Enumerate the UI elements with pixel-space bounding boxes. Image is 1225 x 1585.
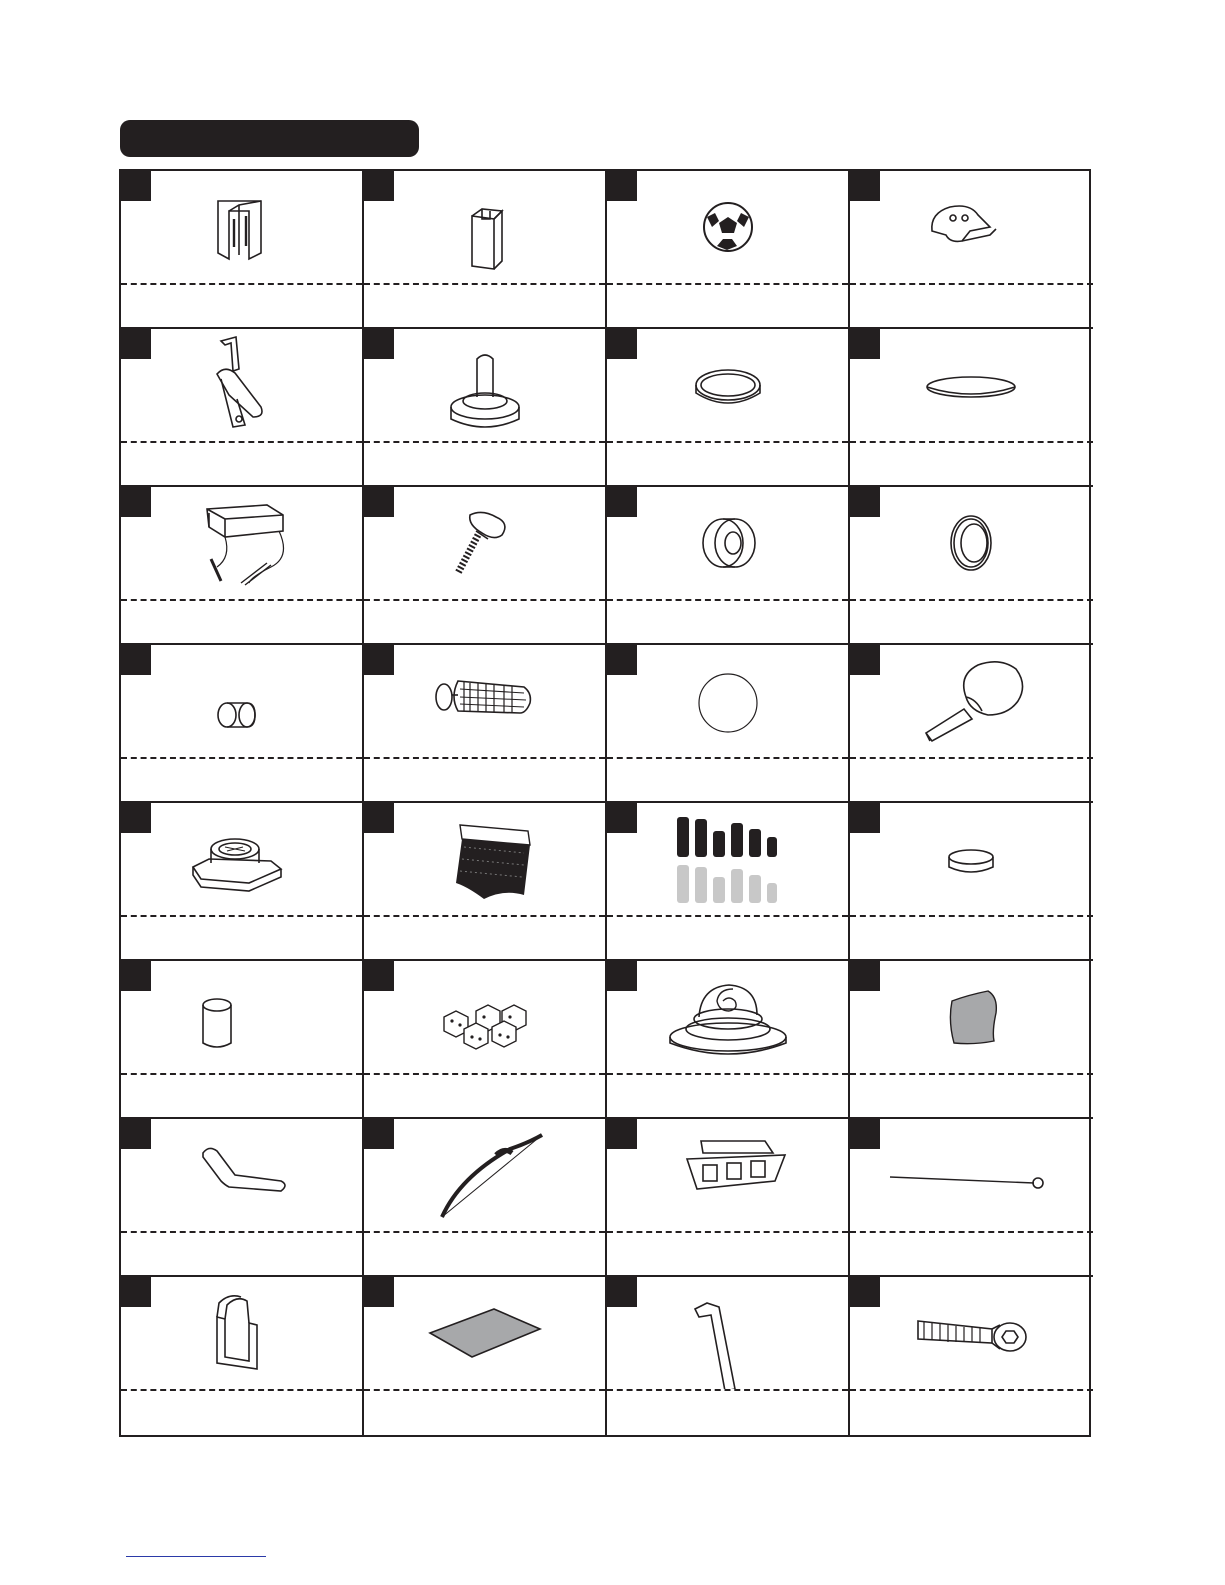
cloth-pad-icon bbox=[850, 961, 1093, 1073]
part-label bbox=[121, 603, 362, 641]
dashed-divider bbox=[850, 1073, 1093, 1075]
part-cell bbox=[607, 1119, 850, 1277]
part-cell bbox=[607, 803, 850, 961]
ball-return-tray-icon bbox=[607, 1119, 850, 1231]
dashed-divider bbox=[850, 1231, 1093, 1233]
part-cell bbox=[121, 803, 364, 961]
knob-bolt-icon bbox=[364, 487, 607, 599]
part-cell bbox=[850, 803, 1093, 961]
dashed-divider bbox=[850, 1389, 1093, 1391]
part-cell bbox=[607, 1277, 850, 1435]
dashed-divider bbox=[121, 283, 362, 285]
part-cell bbox=[850, 487, 1093, 645]
dashed-divider bbox=[364, 1231, 605, 1233]
part-label bbox=[364, 1077, 605, 1115]
part-cell bbox=[121, 645, 364, 803]
part-label bbox=[850, 603, 1093, 641]
dashed-divider bbox=[364, 915, 605, 917]
footer-link-underline[interactable] bbox=[126, 1555, 266, 1557]
u-clip-icon bbox=[121, 1277, 364, 1389]
part-label bbox=[364, 445, 605, 483]
part-cell bbox=[607, 961, 850, 1119]
part-cell bbox=[850, 1119, 1093, 1277]
part-label bbox=[121, 1393, 362, 1431]
part-cell bbox=[607, 329, 850, 487]
socket-screw-icon bbox=[850, 1277, 1093, 1389]
part-cell bbox=[121, 1277, 364, 1435]
part-label bbox=[121, 1235, 362, 1273]
part-label bbox=[364, 1235, 605, 1273]
part-label bbox=[121, 761, 362, 799]
dashed-divider bbox=[607, 1073, 848, 1075]
ring-puck-icon bbox=[607, 329, 850, 441]
part-label bbox=[850, 1077, 1093, 1115]
flat-board-icon bbox=[364, 1277, 607, 1389]
part-label bbox=[364, 919, 605, 957]
bow-icon bbox=[364, 1119, 607, 1231]
dashed-divider bbox=[121, 757, 362, 759]
end-cap-icon bbox=[121, 645, 364, 757]
dashed-divider bbox=[121, 599, 362, 601]
section-title-bar bbox=[120, 120, 419, 157]
dashed-divider bbox=[121, 1231, 362, 1233]
soccer-ball-icon bbox=[607, 171, 850, 283]
part-label bbox=[607, 1235, 848, 1273]
part-label bbox=[364, 603, 605, 641]
part-label bbox=[850, 919, 1093, 957]
dashed-divider bbox=[607, 441, 848, 443]
dashed-divider bbox=[850, 757, 1093, 759]
chess-pieces-icon bbox=[607, 803, 850, 915]
part-cell bbox=[364, 1277, 607, 1435]
part-cell bbox=[121, 171, 364, 329]
part-cell bbox=[364, 171, 607, 329]
part-label bbox=[364, 761, 605, 799]
bent-rod-icon bbox=[121, 1119, 364, 1231]
end-block-icon bbox=[364, 171, 607, 283]
part-cell bbox=[121, 487, 364, 645]
dashed-divider bbox=[607, 283, 848, 285]
dashed-divider bbox=[850, 283, 1093, 285]
checker-piece-icon bbox=[850, 803, 1093, 915]
handle-grip-icon bbox=[364, 645, 607, 757]
part-label bbox=[364, 1393, 605, 1431]
part-label bbox=[850, 445, 1093, 483]
dashed-divider bbox=[607, 915, 848, 917]
dashed-divider bbox=[607, 757, 848, 759]
dashed-divider bbox=[121, 441, 362, 443]
part-cell bbox=[121, 961, 364, 1119]
part-cell bbox=[121, 1119, 364, 1277]
dashed-divider bbox=[607, 1389, 848, 1391]
part-cell bbox=[850, 961, 1093, 1119]
part-label bbox=[607, 287, 848, 325]
part-cell bbox=[850, 329, 1093, 487]
corner-bracket-icon bbox=[121, 171, 364, 283]
parts-grid bbox=[119, 169, 1091, 1437]
part-label bbox=[607, 761, 848, 799]
part-cell bbox=[607, 645, 850, 803]
dashed-divider bbox=[364, 441, 605, 443]
part-label bbox=[121, 445, 362, 483]
part-cell bbox=[850, 645, 1093, 803]
part-label bbox=[121, 1077, 362, 1115]
dashed-divider bbox=[121, 1389, 362, 1391]
goal-net-icon bbox=[364, 803, 607, 915]
dashed-divider bbox=[364, 599, 605, 601]
flipper-lever-icon bbox=[121, 329, 364, 441]
part-label bbox=[607, 1393, 848, 1431]
spring-base-icon bbox=[607, 961, 850, 1073]
thick-washer-icon bbox=[607, 487, 850, 599]
paddle-icon bbox=[850, 645, 1093, 757]
part-cell bbox=[364, 961, 607, 1119]
ball-icon bbox=[607, 645, 850, 757]
fan-motor-icon bbox=[121, 803, 364, 915]
allen-key-icon bbox=[607, 1277, 850, 1389]
flat-disc-icon bbox=[850, 329, 1093, 441]
part-label bbox=[850, 1393, 1093, 1431]
part-cell bbox=[121, 329, 364, 487]
part-label bbox=[607, 919, 848, 957]
power-adapter-icon bbox=[121, 487, 364, 599]
part-label bbox=[121, 919, 362, 957]
part-cell bbox=[850, 1277, 1093, 1435]
part-cell bbox=[364, 803, 607, 961]
dice-cup-icon bbox=[121, 961, 364, 1073]
part-label bbox=[607, 1077, 848, 1115]
part-label bbox=[850, 287, 1093, 325]
dashed-divider bbox=[607, 599, 848, 601]
part-label bbox=[121, 287, 362, 325]
dashed-divider bbox=[364, 1073, 605, 1075]
hockey-pusher-icon bbox=[364, 329, 607, 441]
part-label bbox=[850, 761, 1093, 799]
dashed-divider bbox=[850, 915, 1093, 917]
part-cell bbox=[364, 329, 607, 487]
dashed-divider bbox=[364, 757, 605, 759]
thin-rod-icon bbox=[850, 1119, 1093, 1231]
part-label bbox=[850, 1235, 1093, 1273]
curved-bracket-icon bbox=[850, 171, 1093, 283]
dashed-divider bbox=[850, 441, 1093, 443]
part-cell bbox=[850, 171, 1093, 329]
part-cell bbox=[364, 645, 607, 803]
part-cell bbox=[607, 487, 850, 645]
dashed-divider bbox=[364, 1389, 605, 1391]
dashed-divider bbox=[121, 915, 362, 917]
dashed-divider bbox=[364, 283, 605, 285]
part-label bbox=[607, 603, 848, 641]
part-cell bbox=[364, 1119, 607, 1277]
part-cell bbox=[364, 487, 607, 645]
dashed-divider bbox=[121, 1073, 362, 1075]
dice-icon bbox=[364, 961, 607, 1073]
part-label bbox=[607, 445, 848, 483]
dashed-divider bbox=[607, 1231, 848, 1233]
part-cell bbox=[607, 171, 850, 329]
part-label bbox=[364, 287, 605, 325]
dashed-divider bbox=[850, 599, 1093, 601]
flat-washer-icon bbox=[850, 487, 1093, 599]
